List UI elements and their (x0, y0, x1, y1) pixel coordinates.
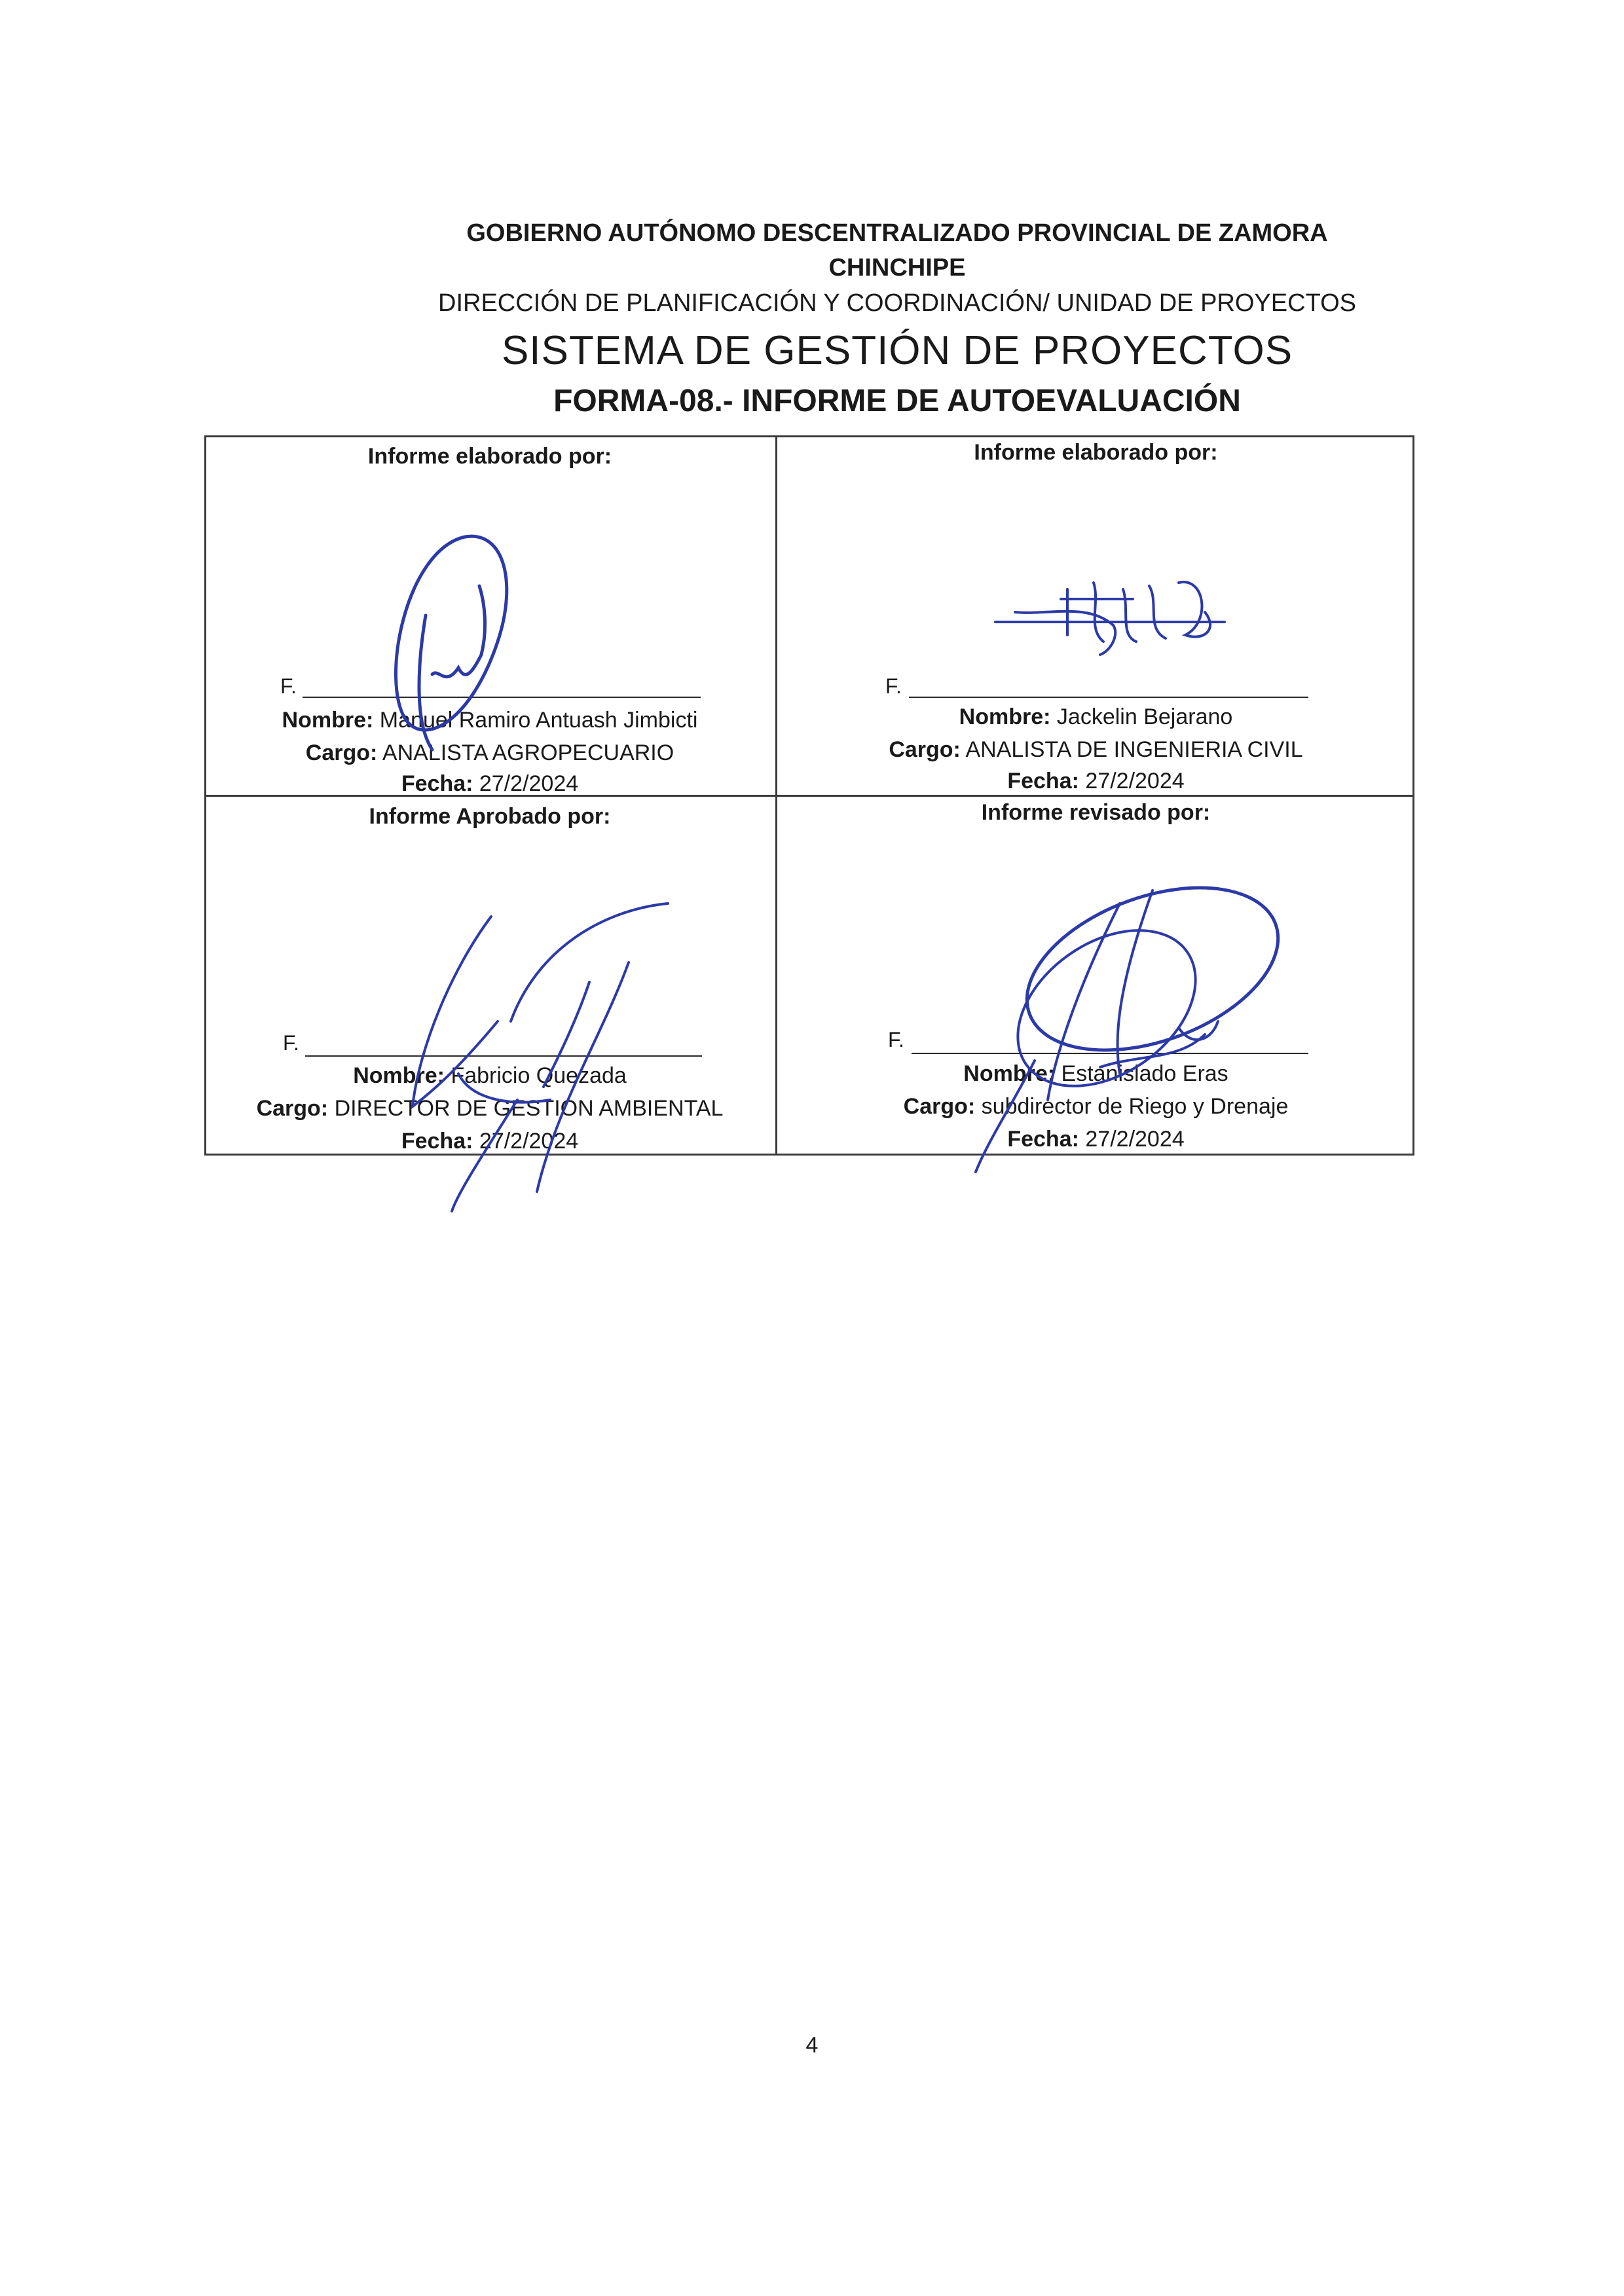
signer-fecha: 27/2/2024 (479, 1129, 579, 1154)
signer-nombre-row (777, 701, 1414, 733)
nombre-label: Nombre: (282, 708, 374, 733)
signer-fecha: 27/2/2024 (479, 771, 579, 796)
signer-nombre: Estanislado Eras (1061, 1061, 1228, 1086)
nombre-label: Nombre: (353, 1063, 445, 1088)
signer-nombre: Jackelin Bejarano (1056, 704, 1233, 729)
nombre-label: Nombre: (959, 704, 1051, 729)
handwritten-signature-4 (904, 864, 1310, 1178)
handwritten-signature-3 (341, 890, 681, 1218)
signer-fecha: 27/2/2024 (1085, 769, 1185, 793)
signature-prefix: F. (280, 674, 297, 698)
fecha-label: Fecha: (401, 1129, 473, 1154)
signer-nombre: Manuel Ramiro Antuash Jimbicti (379, 708, 698, 733)
handwritten-signature-2 (989, 563, 1238, 661)
signature-prefix: F. (885, 674, 902, 698)
cell-heading-aprobado: Informe Aprobado por: (369, 804, 611, 829)
cargo-label: Cargo: (889, 737, 961, 762)
signer-fecha-row (204, 767, 775, 800)
signer-cargo: DIRECTOR DE GESTION AMBIENTAL (334, 1096, 724, 1121)
org-name-line2: CHINCHIPE (828, 254, 966, 282)
signer-cargo-row (777, 733, 1414, 766)
nombre-label: Nombre: (963, 1061, 1056, 1086)
page-number: 4 (805, 2033, 819, 2058)
signature-line (909, 697, 1308, 698)
form-title: FORMA-08.- INFORME DE AUTOEVALUACIÓN (553, 384, 1241, 418)
fecha-label: Fecha: (401, 771, 473, 796)
signer-cargo: ANALISTA AGROPECUARIO (382, 740, 674, 765)
department-name: DIRECCIÓN DE PLANIFICACIÓN Y COORDINACIÓN/ UNIDAD DE PROYECTOS (438, 289, 1356, 317)
cell-heading-elaborado-1: Informe elaborado por: (367, 444, 612, 469)
system-title: SISTEMA DE GESTIÓN DE PROYECTOS (501, 328, 1293, 373)
signer-cargo: subdirector de Riego y Drenaje (981, 1094, 1289, 1119)
cell-heading-elaborado-2: Informe elaborado por: (974, 440, 1218, 465)
fecha-label: Fecha: (1007, 1127, 1079, 1152)
cargo-label: Cargo: (256, 1096, 329, 1121)
signer-fecha-row (777, 765, 1414, 797)
signer-cargo: ANALISTA DE INGENIERIA CIVIL (965, 737, 1303, 762)
signer-nombre: Fabricio Quezada (451, 1063, 627, 1088)
fecha-label: Fecha: (1007, 769, 1079, 793)
signer-fecha: 27/2/2024 (1085, 1127, 1185, 1152)
cell-heading-revisado: Informe revisado por: (981, 800, 1211, 825)
signature-prefix: F. (283, 1031, 299, 1055)
cargo-label: Cargo: (903, 1094, 976, 1119)
cargo-label: Cargo: (305, 740, 378, 765)
signature-prefix: F. (888, 1028, 904, 1051)
org-name-line1: GOBIERNO AUTÓNOMO DESCENTRALIZADO PROVINCIAL DE ZAMORA (466, 219, 1328, 247)
handwritten-signature-1 (367, 524, 550, 759)
